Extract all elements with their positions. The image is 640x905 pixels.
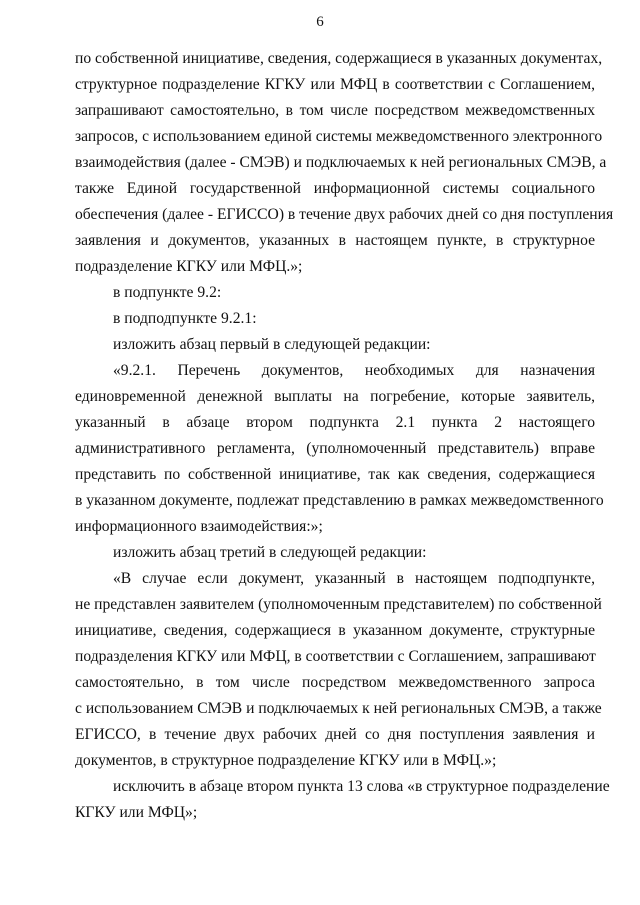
text-line: в указанном документе, подлежат представлению в рамках межведомственного <box>75 492 604 509</box>
text-line: «В случае если документ, указанный в настоящем подподпункте, <box>113 570 595 587</box>
text-line: структурное подразделение КГКУ или МФЦ в соответствии с Соглашением, <box>75 76 595 93</box>
text-line: исключить в абзаце втором пункта 13 слова «в структурное подразделение <box>113 778 610 795</box>
text-line: с использованием СМЭВ и подключаемых к ней региональных СМЭВ, а также <box>75 700 602 717</box>
text-line: информационного взаимодействия:»; <box>75 518 323 535</box>
text-line: подразделения КГКУ или МФЦ, в соответствии с Соглашением, запрашивают <box>75 648 596 665</box>
text-line: в подподпункте 9.2.1: <box>113 310 257 327</box>
text-line: взаимодействия (далее - СМЭВ) и подключаемых к ней региональных СМЭВ, а <box>75 154 607 171</box>
text-line: изложить абзац третий в следующей редакции: <box>113 544 427 561</box>
text-line: единовременной денежной выплаты на погребение, которые заявитель, <box>75 388 595 405</box>
text-line: в подпункте 9.2: <box>113 284 222 301</box>
text-line: КГКУ или МФЦ»; <box>75 804 198 821</box>
text-line: указанный в абзаце втором подпункта 2.1 пункта 2 настоящего <box>75 414 595 431</box>
text-line: самостоятельно, в том числе посредством межведомственного запроса <box>75 674 595 691</box>
text-line: по собственной инициативе, сведения, содержащиеся в указанных документах, <box>75 50 603 67</box>
page-number: 6 <box>316 14 324 30</box>
text-line: заявления и документов, указанных в настоящем пункте, в структурное <box>75 232 595 249</box>
text-line: документов, в структурное подразделение КГКУ или в МФЦ.»; <box>75 752 497 769</box>
text-line: изложить абзац первый в следующей редакции: <box>113 336 431 353</box>
text-line: подразделение КГКУ или МФЦ.»; <box>75 258 303 275</box>
text-line: представить по собственной инициативе, так как сведения, содержащиеся <box>75 466 595 483</box>
text-line: не представлен заявителем (уполномоченным представителем) по собственной <box>75 596 602 613</box>
text-line: также Единой государственной информационной системы социального <box>75 180 595 197</box>
text-line: обеспечения (далее - ЕГИССО) в течение двух рабочих дней со дня поступления <box>75 206 614 223</box>
text-line: «9.2.1. Перечень документов, необходимых для назначения <box>113 362 595 379</box>
text-line: инициативе, сведения, содержащиеся в указанном документе, структурные <box>75 622 595 639</box>
text-line: запрашивают самостоятельно, в том числе посредством межведомственных <box>75 102 595 119</box>
text-line: запросов, с использованием единой системы межведомственного электронного <box>75 128 603 145</box>
text-line: административного регламента, (уполномоченный представитель) вправе <box>75 440 595 457</box>
text-line: ЕГИССО, в течение двух рабочих дней со дня поступления заявления и <box>75 726 595 743</box>
